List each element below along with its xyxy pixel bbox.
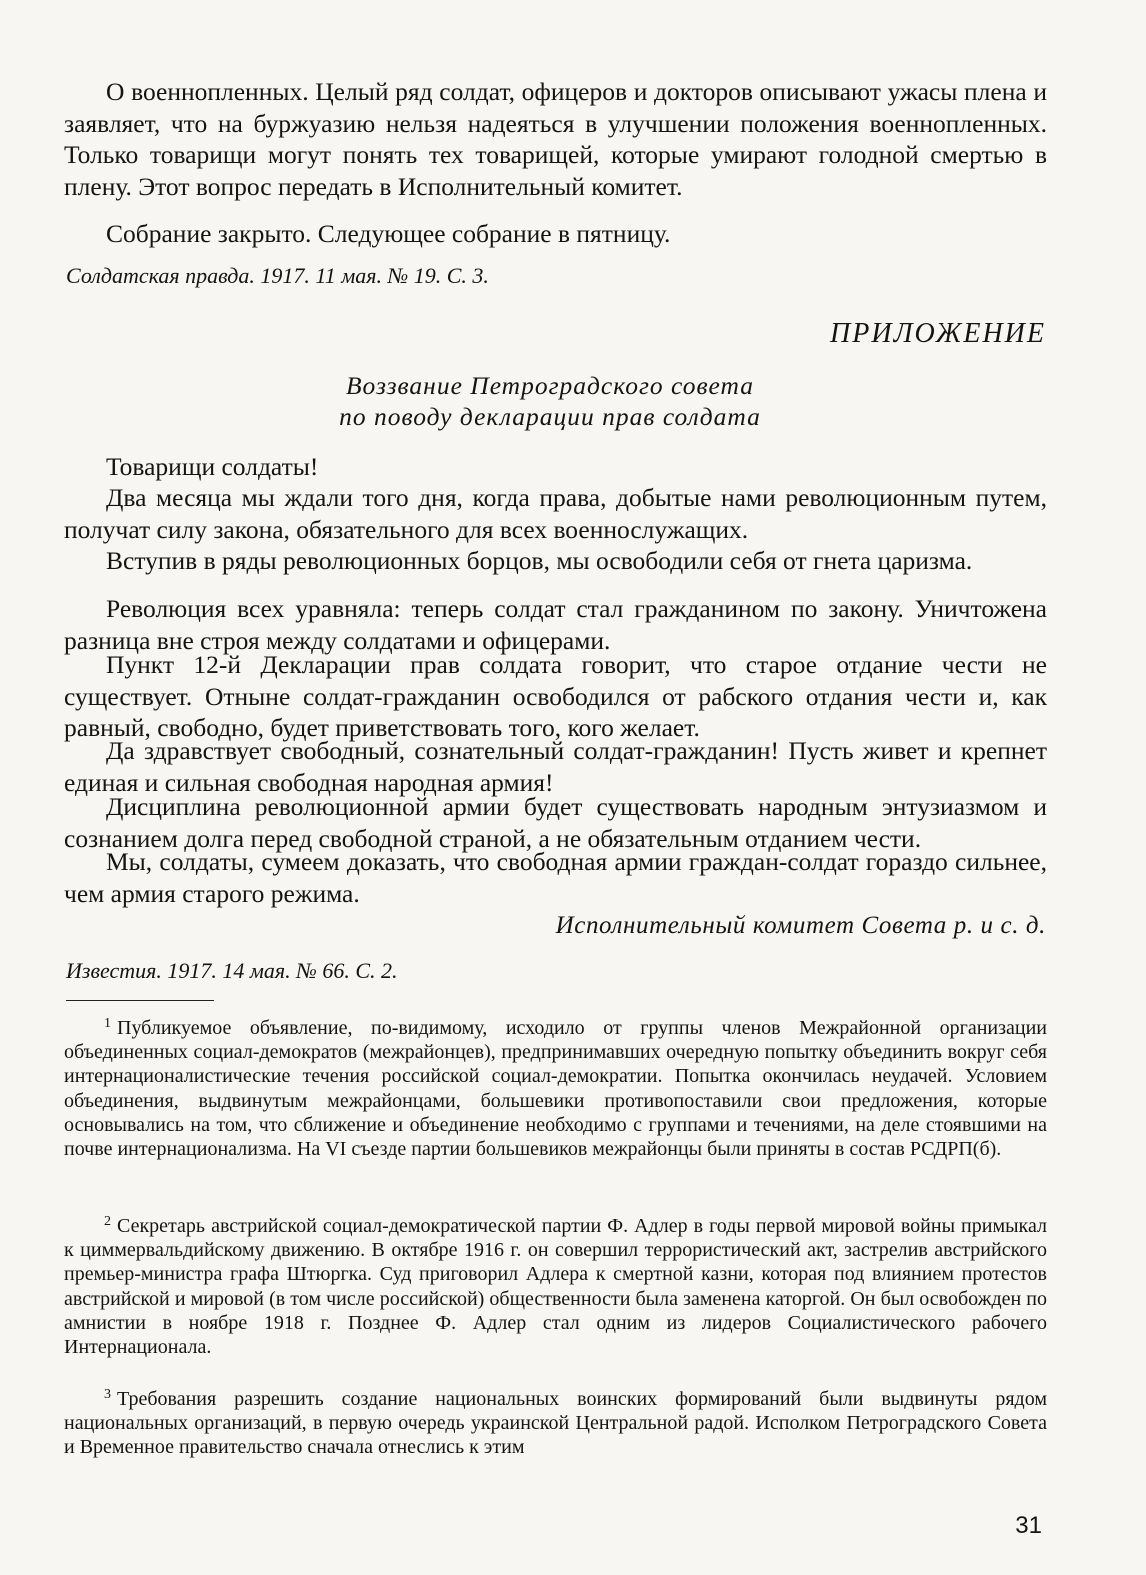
signature: Исполнительный комитет Совета р. и с. д. [555, 912, 1046, 939]
appeal-greeting: Товарищи солдаты! [106, 452, 319, 481]
document-title [240, 370, 860, 432]
appeal-paragraph-1: Два месяца мы ждали того дня, когда права, добытые нами революционным путем, получат силу закона, обязательного для всех военнослужащих. [64, 483, 1047, 544]
footnote-divider [66, 1000, 214, 1001]
appendix-heading: ПРИЛОЖЕНИЕ [830, 318, 1046, 349]
footnote-3-number: 3 [104, 1387, 111, 1402]
footnote-1 [64, 1016, 1047, 1161]
document-title-line-1: Воззвание Петроградского совета [345, 371, 754, 400]
footnote-2 [64, 1214, 1047, 1359]
appeal-paragraph-4: Пункт 12-й Декларации прав солдата говорит, что старое отдание чести не существует. Отныне солдат-гражданин освободился от рабского отдания чести и, как равный, свободно, будет приветствовать того, кого желает. [64, 650, 1047, 742]
footnote-3 [64, 1387, 1047, 1460]
appeal-paragraph-7: Мы, солдаты, сумеем доказать, что свободная армии граждан-солдат гораздо сильнее, чем армия старого режима. [64, 847, 1047, 908]
footnote-2-number: 2 [104, 1214, 111, 1229]
appeal-paragraph-2: Вступив в ряды революционных борцов, мы освободили себя от гнета царизма. [106, 546, 973, 575]
appeal-paragraph-6: Дисциплина революционной армии будет существовать народным энтузиазмом и сознанием долга перед свободной страной, а не обязательным отданием чести. [64, 792, 1047, 853]
source-citation-1: Солдатская правда. 1917. 11 мая. № 19. С. 3. [66, 263, 489, 288]
footnote-2-text: Секретарь австрийской социал-демократической партии Ф. Адлер в годы первой мировой войны примыкал к циммервальдийскому движению. В октябре 1916 г. он совершил террористический акт, застрелив австрийского премьер-министра графа Штюргка. Суд приговорил Адлера к смертной казни, которая под влиянием протестов австрийской и мировой (в том числе российской) общественности была заменена каторгой. Он был освобожден по амнистии в ноябре 1918 г. Позднее Ф. Адлер стал одним из лидеров Социалистического рабочего Интернационала. [64, 1215, 1047, 1359]
footnote-1-text: Публикуемое объявление, по-видимому, исходило от группы членов Межрайонной организации объединенных социал-демократов (межрайонцев), предпринимавших очередную попытку объединить вокруг себя интернационалистические течения российской социал-демократии. Попытка окончилась неудачей. Условием объединения, выдвинутым межрайонцами, большевики противопоставили свои предложения, которые основывались на том, что сближение и объединение необходимо с группами и течениями, на деле стоявшими на почве интернационализма. На VI съезде партии большевиков межрайонцы были приняты в состав РСДРП(б). [64, 1017, 1047, 1161]
footnote-3-text: Требования разрешить создание национальных воинских формирований были выдвинуты рядом национальных организаций, в первую очередь украинской Центральной радой. Исполком Петроградского Совета и Временное правительство сначала отнеслись к этим [64, 1388, 1047, 1459]
document-title-line-2: по поводу декларации прав солдата [339, 402, 761, 431]
source-citation-2: Известия. 1917. 14 мая. № 66. С. 2. [66, 958, 398, 983]
appeal-paragraph-5: Да здравствует свободный, сознательный солдат-гражданин! Пусть живет и крепнет единая и сильная свободная народная армия! [64, 736, 1047, 797]
paragraph-pows: О военнопленных. Целый ряд солдат, офицеров и докторов описывают ужасы плена и заявляет, что на буржуазию нельзя надеяться в улучшении положения военнопленных. Только товарищи могут понять тех товарищей, которые умирают голодной смертью в плену. Этот вопрос передать в Исполнительный комитет. [64, 77, 1047, 201]
page-number: 31 [1015, 1512, 1042, 1539]
footnote-1-number: 1 [104, 1016, 111, 1031]
appeal-paragraph-3: Революция всех уравняла: теперь солдат стал гражданином по закону. Уничтожена разница вне строя между солдатами и офицерами. [64, 594, 1047, 655]
paragraph-meeting-closed: Собрание закрыто. Следующее собрание в пятницу. [106, 219, 671, 248]
